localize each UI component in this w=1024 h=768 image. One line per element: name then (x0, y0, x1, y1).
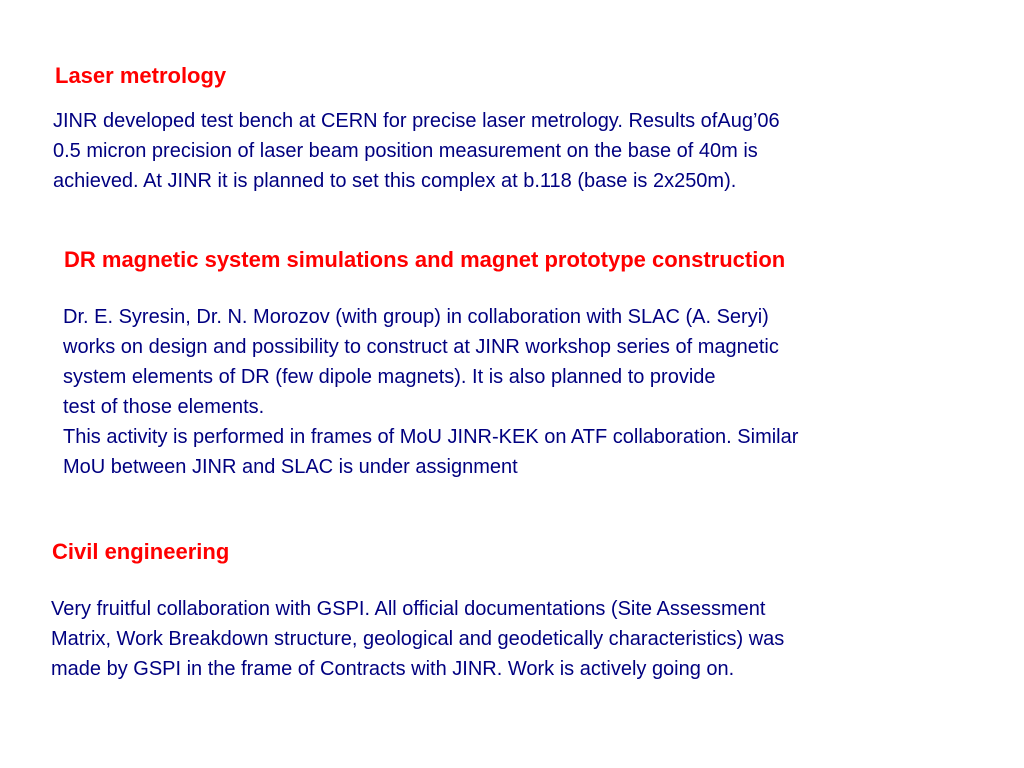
body-line: 0.5 micron precision of laser beam position measurement on the base of 40m is (53, 140, 758, 162)
body-line: Matrix, Work Breakdown structure, geological and geodetically characteristics) was (51, 628, 785, 650)
body-line: This activity is performed in frames of MoU JINR-KEK on ATF collaboration. Similar (63, 426, 799, 448)
section-heading-civil-engineering: Civil engineering (52, 539, 230, 564)
section-heading-laser-metrology: Laser metrology (55, 63, 227, 88)
body-line: achieved. At JINR it is planned to set this complex at b.118 (base is 2x250m). (53, 170, 737, 192)
body-line: Very fruitful collaboration with GSPI. All official documentations (Site Assessment (51, 598, 766, 620)
section-body-laser-metrology (53, 106, 780, 196)
body-line: system elements of DR (few dipole magnets). It is also planned to provide (63, 366, 716, 388)
body-line: MoU between JINR and SLAC is under assignment (63, 456, 518, 478)
body-line: works on design and possibility to construct at JINR workshop series of magnetic (63, 336, 779, 358)
section-body-civil-engineering (51, 594, 784, 684)
body-line: test of those elements. (63, 396, 265, 418)
body-line: Dr. E. Syresin, Dr. N. Morozov (with group) in collaboration with SLAC (A. Seryi) (63, 306, 769, 328)
body-line: JINR developed test bench at CERN for precise laser metrology. Results ofAug’06 (53, 110, 780, 132)
section-heading-dr-magnetic-system: DR magnetic system simulations and magnet prototype construction (64, 247, 786, 272)
section-body-dr-magnetic-system (63, 302, 798, 482)
body-line: made by GSPI in the frame of Contracts with JINR. Work is actively going on. (51, 658, 735, 680)
